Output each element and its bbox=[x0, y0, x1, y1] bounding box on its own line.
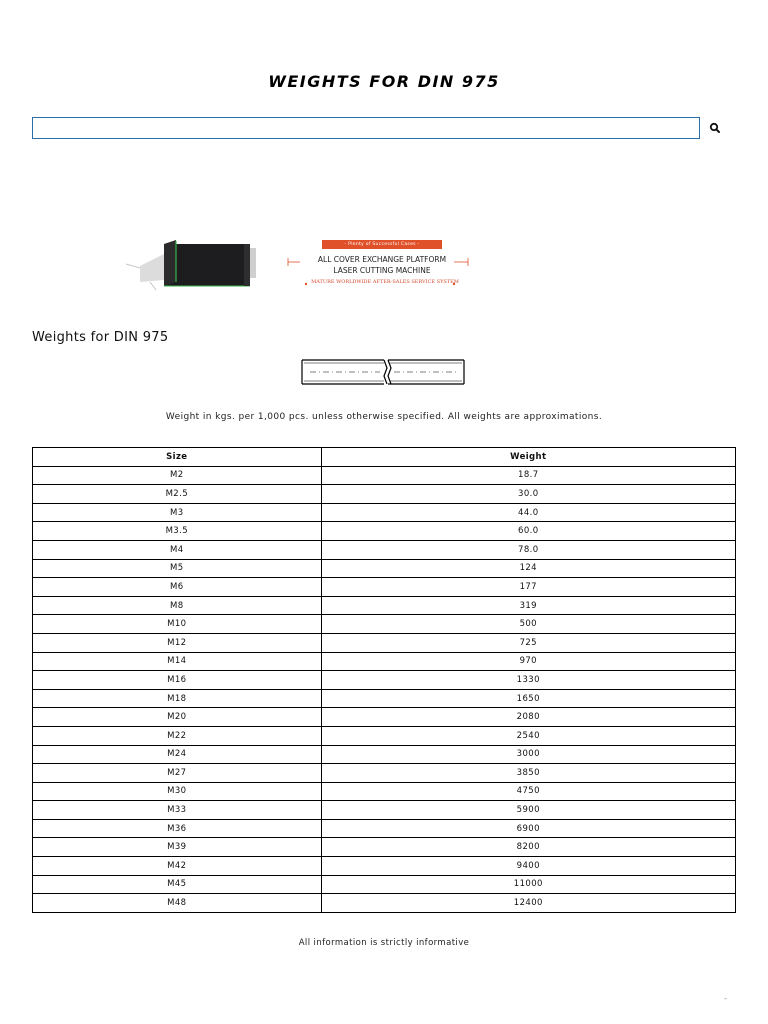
cell-weight: 3850 bbox=[321, 764, 735, 783]
weights-note: Weight in kgs. per 1,000 pcs. unless otherwise specified. All weights are approximations. bbox=[165, 412, 603, 422]
disclaimer-text: All information is strictly informative bbox=[298, 938, 470, 948]
cell-size: M33 bbox=[33, 801, 322, 820]
cell-size: M27 bbox=[33, 764, 322, 783]
table-row bbox=[33, 838, 736, 857]
cell-size: M20 bbox=[33, 708, 322, 727]
cell-size: M2 bbox=[33, 466, 322, 485]
cell-size: M3 bbox=[33, 503, 322, 522]
cell-weight: 5900 bbox=[321, 801, 735, 820]
cell-weight: 319 bbox=[321, 596, 735, 615]
threaded-rod-drawing-icon bbox=[300, 354, 468, 390]
table-row bbox=[33, 801, 736, 820]
table-row bbox=[33, 894, 736, 913]
cell-size: M4 bbox=[33, 540, 322, 559]
cell-weight: 2080 bbox=[321, 708, 735, 727]
cell-size: M39 bbox=[33, 838, 322, 857]
ad-banner[interactable] bbox=[120, 236, 480, 296]
table-row bbox=[33, 522, 736, 541]
cell-weight: 725 bbox=[321, 633, 735, 652]
cell-size: M14 bbox=[33, 652, 322, 671]
table-row bbox=[33, 652, 736, 671]
cell-size: M18 bbox=[33, 689, 322, 708]
corner-mark: - bbox=[724, 994, 727, 1003]
cell-weight: 1330 bbox=[321, 671, 735, 690]
ad-headline: ALL COVER EXCHANGE PLATFORM bbox=[317, 255, 447, 264]
cell-weight: 60.0 bbox=[321, 522, 735, 541]
laser-cutting-machine-image bbox=[120, 236, 260, 296]
cell-size: M42 bbox=[33, 857, 322, 876]
cell-weight: 30.0 bbox=[321, 485, 735, 504]
cell-weight: 2540 bbox=[321, 726, 735, 745]
cell-size: M3.5 bbox=[33, 522, 322, 541]
cell-size: M30 bbox=[33, 782, 322, 801]
table-row bbox=[33, 503, 736, 522]
cell-weight: 3000 bbox=[321, 745, 735, 764]
section-heading: Weights for DIN 975 bbox=[32, 330, 169, 345]
table-row bbox=[33, 578, 736, 597]
table-row bbox=[33, 671, 736, 690]
cell-size: M16 bbox=[33, 671, 322, 690]
cell-size: M12 bbox=[33, 633, 322, 652]
table-row bbox=[33, 559, 736, 578]
table-row bbox=[33, 485, 736, 504]
table-row bbox=[33, 745, 736, 764]
cell-size: M6 bbox=[33, 578, 322, 597]
table-row bbox=[33, 689, 736, 708]
cell-size: M2.5 bbox=[33, 485, 322, 504]
cell-weight: 500 bbox=[321, 615, 735, 634]
cell-weight: 8200 bbox=[321, 838, 735, 857]
cell-size: M45 bbox=[33, 875, 322, 894]
cell-size: M48 bbox=[33, 894, 322, 913]
table-header-row bbox=[33, 448, 736, 467]
ad-badge: - Plenty of Successful Cases - bbox=[322, 240, 442, 249]
cell-size: M5 bbox=[33, 559, 322, 578]
table-row bbox=[33, 633, 736, 652]
column-header-size: Size bbox=[33, 448, 322, 467]
ad-footer: MATURE WORLDWIDE AFTER-SALES SERVICE SYSTEM bbox=[311, 279, 459, 285]
table-row bbox=[33, 540, 736, 559]
column-header-weight: Weight bbox=[321, 448, 735, 467]
cell-weight: 9400 bbox=[321, 857, 735, 876]
table-row bbox=[33, 726, 736, 745]
cell-weight: 124 bbox=[321, 559, 735, 578]
page-title: WEIGHTS FOR DIN 975 bbox=[268, 72, 500, 91]
table-row bbox=[33, 819, 736, 838]
cell-weight: 177 bbox=[321, 578, 735, 597]
table-row bbox=[33, 615, 736, 634]
table-row bbox=[33, 708, 736, 727]
search-icon bbox=[706, 119, 724, 137]
cell-size: M8 bbox=[33, 596, 322, 615]
cell-weight: 6900 bbox=[321, 819, 735, 838]
cell-weight: 4750 bbox=[321, 782, 735, 801]
ad-subheadline: LASER CUTTING MACHINE bbox=[333, 266, 431, 275]
cell-size: M10 bbox=[33, 615, 322, 634]
search-input[interactable] bbox=[32, 117, 700, 139]
table-row bbox=[33, 466, 736, 485]
table-row bbox=[33, 875, 736, 894]
cell-weight: 12400 bbox=[321, 894, 735, 913]
table-row bbox=[33, 782, 736, 801]
table-row bbox=[33, 857, 736, 876]
cell-weight: 1650 bbox=[321, 689, 735, 708]
weights-table bbox=[32, 447, 736, 913]
cell-size: M22 bbox=[33, 726, 322, 745]
cell-weight: 970 bbox=[321, 652, 735, 671]
cell-size: M24 bbox=[33, 745, 322, 764]
cell-weight: 44.0 bbox=[321, 503, 735, 522]
cell-weight: 18.7 bbox=[321, 466, 735, 485]
cell-weight: 11000 bbox=[321, 875, 735, 894]
table-row bbox=[33, 764, 736, 783]
cell-weight: 78.0 bbox=[321, 540, 735, 559]
table-body bbox=[33, 466, 736, 912]
table-row bbox=[33, 596, 736, 615]
cell-size: M36 bbox=[33, 819, 322, 838]
search-button[interactable] bbox=[706, 119, 724, 137]
